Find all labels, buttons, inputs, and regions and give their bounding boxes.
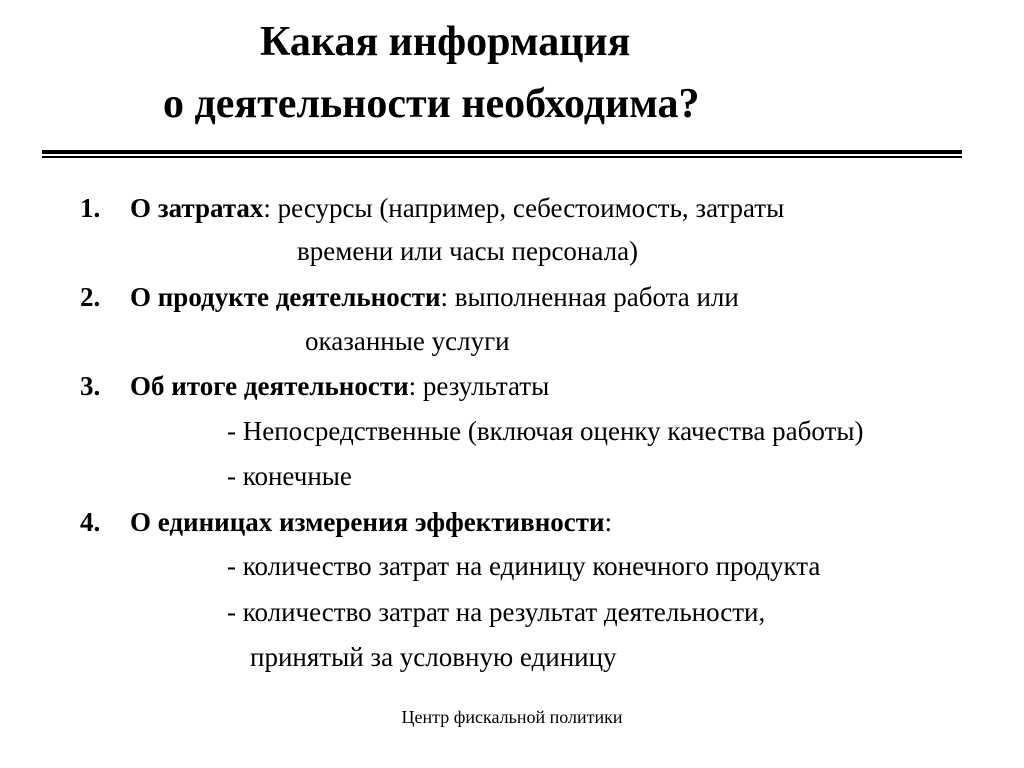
- item-first-line: [130, 281, 739, 313]
- item-number: 1.: [80, 193, 101, 223]
- item-subpoint: - Непосредственные (включая оценку качества работы): [227, 416, 864, 446]
- item-first-line: [130, 370, 549, 402]
- item-text: : выполненная работа или: [440, 282, 739, 312]
- item-continuation: времени или часы персонала): [297, 236, 639, 266]
- item-heading: Об итоге деятельности: [130, 371, 409, 401]
- item-text: : ресурсы (например, себестоимость, затраты: [263, 193, 785, 223]
- item-number: 2.: [80, 282, 101, 312]
- item-heading: О затратах: [130, 193, 264, 223]
- item-number: 4.: [80, 507, 101, 537]
- item-continuation: оказанные услуги: [305, 326, 510, 356]
- item-first-line: [130, 506, 612, 538]
- item-first-line: [130, 192, 784, 224]
- item-text: : результаты: [408, 371, 550, 401]
- item-heading: О единицах измерения эффективности: [130, 507, 605, 537]
- item-subpoint: - конечные: [227, 461, 352, 491]
- item-subpoint: - количество затрат на единицу конечного продукта: [227, 551, 821, 581]
- item-text: :: [604, 507, 613, 537]
- item-heading: О продукте деятельности: [130, 282, 441, 312]
- item-number: 3.: [80, 371, 101, 401]
- title-line-2: о деятельности необходима?: [163, 81, 700, 127]
- item-subpoint: - количество затрат на результат деятельности,: [227, 597, 766, 627]
- footer-caption: Центр фискальной политики: [401, 707, 623, 727]
- item-continuation: принятый за условную единицу: [250, 642, 617, 672]
- title-line-1: Какая информация: [260, 19, 631, 65]
